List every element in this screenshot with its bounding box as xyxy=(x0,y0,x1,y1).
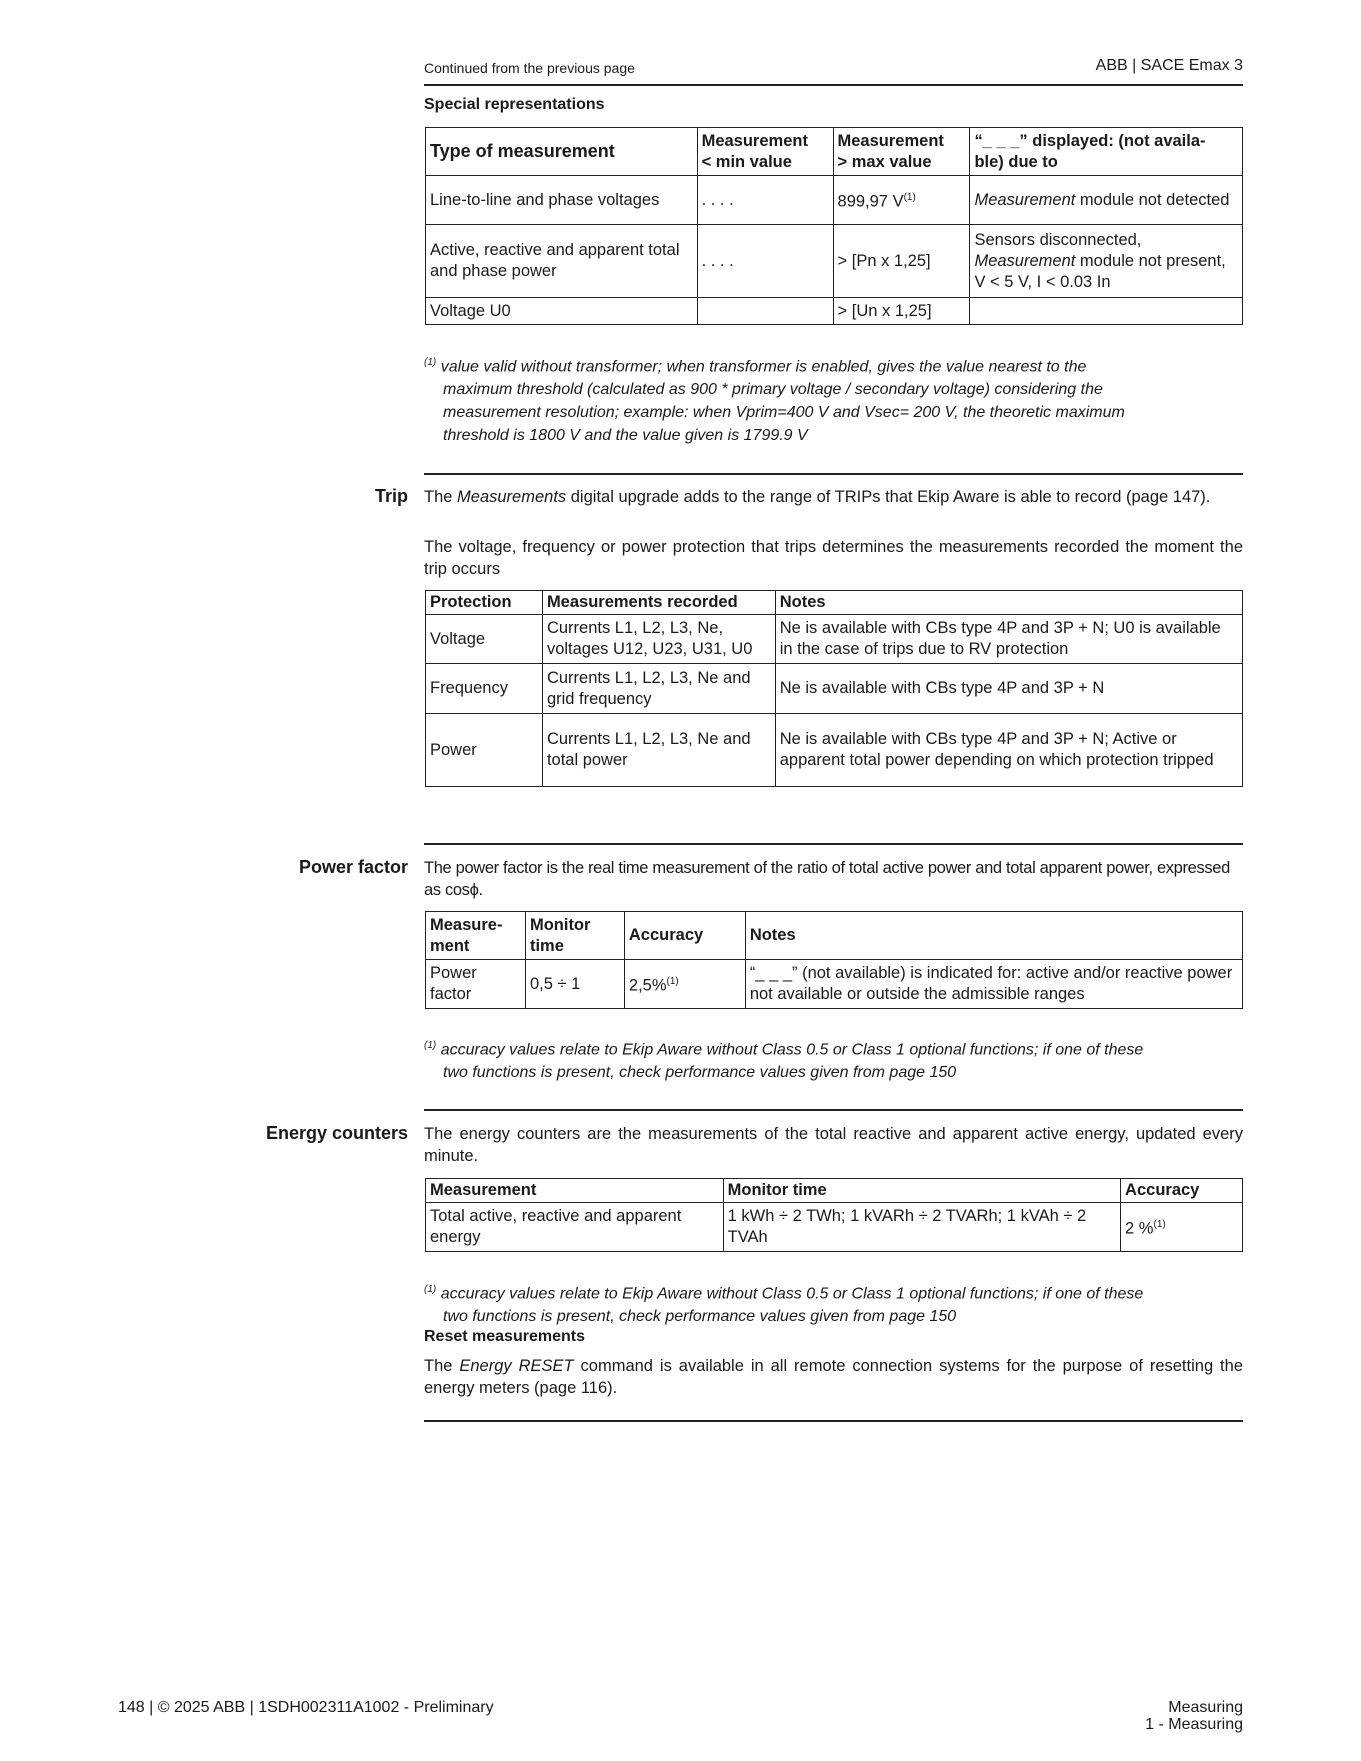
col-notes: Notes xyxy=(775,591,1242,615)
table-row: Frequency Currents L1, L2, L3, Ne and grid frequency Ne is available with CBs type 4P and 3P + N xyxy=(426,664,1243,714)
energy-footnote: $^{(1)}$ accuracy values relate to Ekip Aware without Class 0.5 or Class 1 optional functions; if one of these two functions is present, check performance values given from page 150 xyxy=(424,1284,1144,1326)
table-row: Voltage Currents L1, L2, L3, Ne, voltages U12, U23, U31, U0 Ne is available with CBs type 4P and 3P + N; U0 is available in the case of trips due to RV protection xyxy=(426,615,1243,664)
special-title: Special representations xyxy=(424,96,605,113)
col-monitor-time: Monitor time xyxy=(525,912,624,960)
col-accuracy: Accuracy xyxy=(624,912,745,960)
trip-table xyxy=(425,590,1243,787)
brand-header: ABB | SACE Emax 3 xyxy=(1095,57,1243,74)
special-footnote: $^{(1)}$ value valid without transformer; when transformer is enabled, gives the value nearest to the maximum threshold (calculated as 900 * primary voltage / secondary voltage) considering the measurement resolution; example: when Vprim=400 V and Vsec= 200 V, the theoretic maximum threshold is 1800 V and the value given is 1799.9 V xyxy=(424,357,1125,445)
continued-note: Continued from the previous page xyxy=(424,60,635,76)
footer-page-info: 148 | © 2025 ABB | 1SDH002311A1002 - Preliminary xyxy=(118,1699,494,1716)
energy-paragraph: The energy counters are the measurements of the total reactive and apparent active energy, updated every minute. xyxy=(424,1125,1243,1165)
special-table xyxy=(425,127,1243,325)
reset-paragraph: The Energy RESET command is available in all remote connection systems for the purpose of resetting the energy meters (page 116). xyxy=(424,1357,1243,1397)
col-not-available: “_ _ _” displayed: (not availa- ble) due to xyxy=(970,128,1243,176)
energy-table xyxy=(425,1178,1243,1252)
power-factor-table xyxy=(425,911,1243,1009)
trip-paragraph-1: The Measurements digital upgrade adds to the range of TRIPs that Ekip Aware is able to record (page 147). xyxy=(424,488,1211,506)
col-accuracy: Accuracy xyxy=(1121,1179,1243,1203)
energy-counters-label: Energy counters xyxy=(265,1123,408,1143)
col-max-value: Measurement > max value xyxy=(833,128,970,176)
trip-rule xyxy=(424,473,1243,475)
col-measurements-recorded: Measurements recorded xyxy=(542,591,775,615)
power-factor-footnote: $^{(1)}$ accuracy values relate to Ekip Aware without Class 0.5 or Class 1 optional functions; if one of these two functions is present, check performance values given from page 150 xyxy=(424,1040,1144,1082)
end-rule xyxy=(424,1420,1243,1422)
energy-rule xyxy=(424,1109,1243,1111)
trip-paragraph-2: The voltage, frequency or power protection that trips determines the measurements recorded the moment the trip occurs xyxy=(424,538,1243,578)
col-monitor-time: Monitor time xyxy=(723,1179,1120,1203)
col-min-value: Measurement < min value xyxy=(697,128,833,176)
power-factor-rule xyxy=(424,843,1243,845)
col-notes: Notes xyxy=(745,912,1242,960)
footer-section: Measuring 1 - Measuring xyxy=(1145,1699,1243,1733)
table-row: Line-to-line and phase voltages . . . . 899,97 V$^{(1)}$ Measurement module not detected xyxy=(426,176,1243,225)
header-rule xyxy=(424,84,1243,86)
col-measurement: Measurement xyxy=(426,1179,724,1203)
col-measurement: Measure- ment xyxy=(426,912,526,960)
col-type-of-measurement: Type of measurement xyxy=(426,128,698,176)
power-factor-label: Power factor xyxy=(298,857,408,877)
table-row: Power Currents L1, L2, L3, Ne and total power Ne is available with CBs type 4P and 3P + N; Active or apparent total power depending on which protection tripped xyxy=(426,714,1243,787)
reset-title: Reset measurements xyxy=(424,1328,585,1345)
table-row: Total active, reactive and apparent energy 1 kWh ÷ 2 TWh; 1 kVARh ÷ 2 TVARh; 1 kVAh ÷ 2 TVAh 2 %$^{(1)}$ xyxy=(426,1203,1243,1252)
table-row: Active, reactive and apparent total and phase power . . . . > [Pn x 1,25] Sensors disconnected, Measurement module not present, V < 5 V, I < 0.03 In xyxy=(426,225,1243,298)
col-protection: Protection xyxy=(426,591,543,615)
trip-label: Trip xyxy=(374,486,408,506)
table-row: Voltage U0 > [Un x 1,25] xyxy=(426,298,1243,325)
power-factor-paragraph: The power factor is the real time measurement of the ratio of total active power and total apparent power, expressed as cosϕ. xyxy=(424,859,1230,899)
table-row: Power factor 0,5 ÷ 1 2,5%$^{(1)}$ “_ _ _” (not available) is indicated for: active and/or reactive power not available or outside the admissible ranges xyxy=(426,960,1243,1009)
